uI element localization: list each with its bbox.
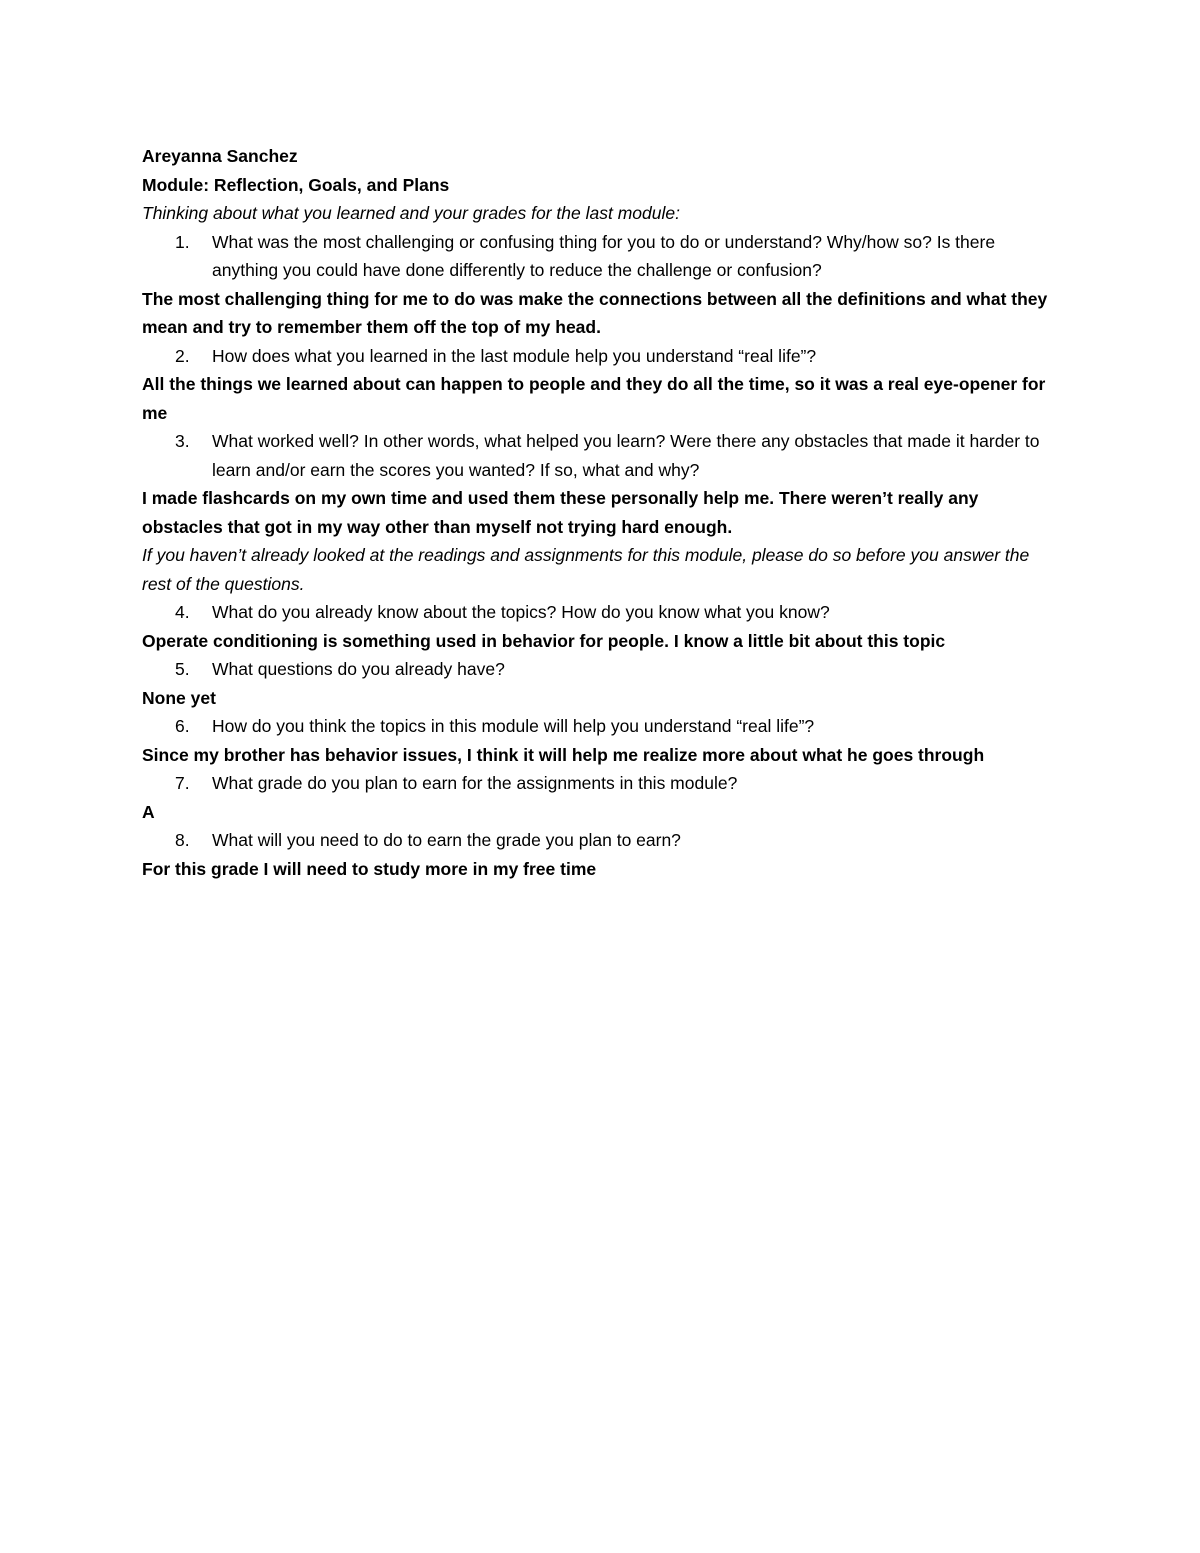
answer-2: All the things we learned about can happen to people and they do all the time, so it was a real eye-opener for me	[142, 374, 1046, 423]
answer-1: The most challenging thing for me to do was make the connections between all the definitions and what they mean and try to remember them off the top of my head.	[142, 288, 1048, 337]
answer-8: For this grade I will need to study more in my free time	[142, 858, 597, 879]
question-7	[142, 769, 1062, 798]
question-6	[142, 712, 1062, 741]
question-text: What do you already know about the topics? How do you know what you know?	[212, 602, 830, 622]
intro-current-module: If you haven’t already looked at the readings and assignments for this module, please do so before you answer the rest of the questions.	[142, 545, 1030, 594]
question-5	[142, 655, 1062, 684]
answer-3: I made flashcards on my own time and used them these personally help me. There weren’t really any obstacles that got in my way other than myself not trying hard enough.	[142, 488, 979, 537]
question-text: What grade do you plan to earn for the assignments in this module?	[212, 773, 738, 793]
question-number: 2.	[175, 345, 190, 366]
question-text: What was the most challenging or confusing thing for you to do or understand? Why/how so? Is there anything you could have done differently to reduce the challenge or confusion?	[212, 231, 996, 280]
question-text: How does what you learned in the last module help you understand “real life”?	[212, 345, 817, 366]
question-text: What worked well? In other words, what helped you learn? Were there any obstacles that made it harder to learn and/or earn the scores you wanted? If so, what and why?	[212, 431, 1040, 480]
question-number: 5.	[175, 659, 190, 679]
question-8	[142, 826, 1062, 855]
question-number: 4.	[175, 602, 190, 622]
answer-7: A	[142, 801, 155, 822]
question-2	[142, 342, 1062, 371]
answer-6: Since my brother has behavior issues, I think it will help me realize more about what he goes through	[142, 744, 985, 765]
question-number: 1.	[175, 231, 190, 252]
question-1	[142, 228, 1062, 285]
question-4	[142, 598, 1062, 627]
question-text: How do you think the topics in this module will help you understand “real life”?	[212, 716, 815, 736]
document-page	[142, 142, 1062, 883]
answer-5: None yet	[142, 687, 216, 708]
student-name: Areyanna Sanchez	[142, 146, 298, 166]
question-text: What will you need to do to earn the grade you plan to earn?	[212, 830, 681, 850]
question-3	[142, 427, 1062, 484]
question-number: 7.	[175, 773, 190, 793]
intro-last-module: Thinking about what you learned and your grades for the last module:	[142, 203, 680, 223]
module-title: Module: Reflection, Goals, and Plans	[142, 174, 450, 195]
question-text: What questions do you already have?	[212, 659, 505, 679]
question-number: 6.	[175, 716, 190, 736]
question-number: 8.	[175, 830, 190, 850]
answer-4: Operate conditioning is something used in behavior for people. I know a little bit about this topic	[142, 630, 946, 651]
question-number: 3.	[175, 431, 190, 451]
